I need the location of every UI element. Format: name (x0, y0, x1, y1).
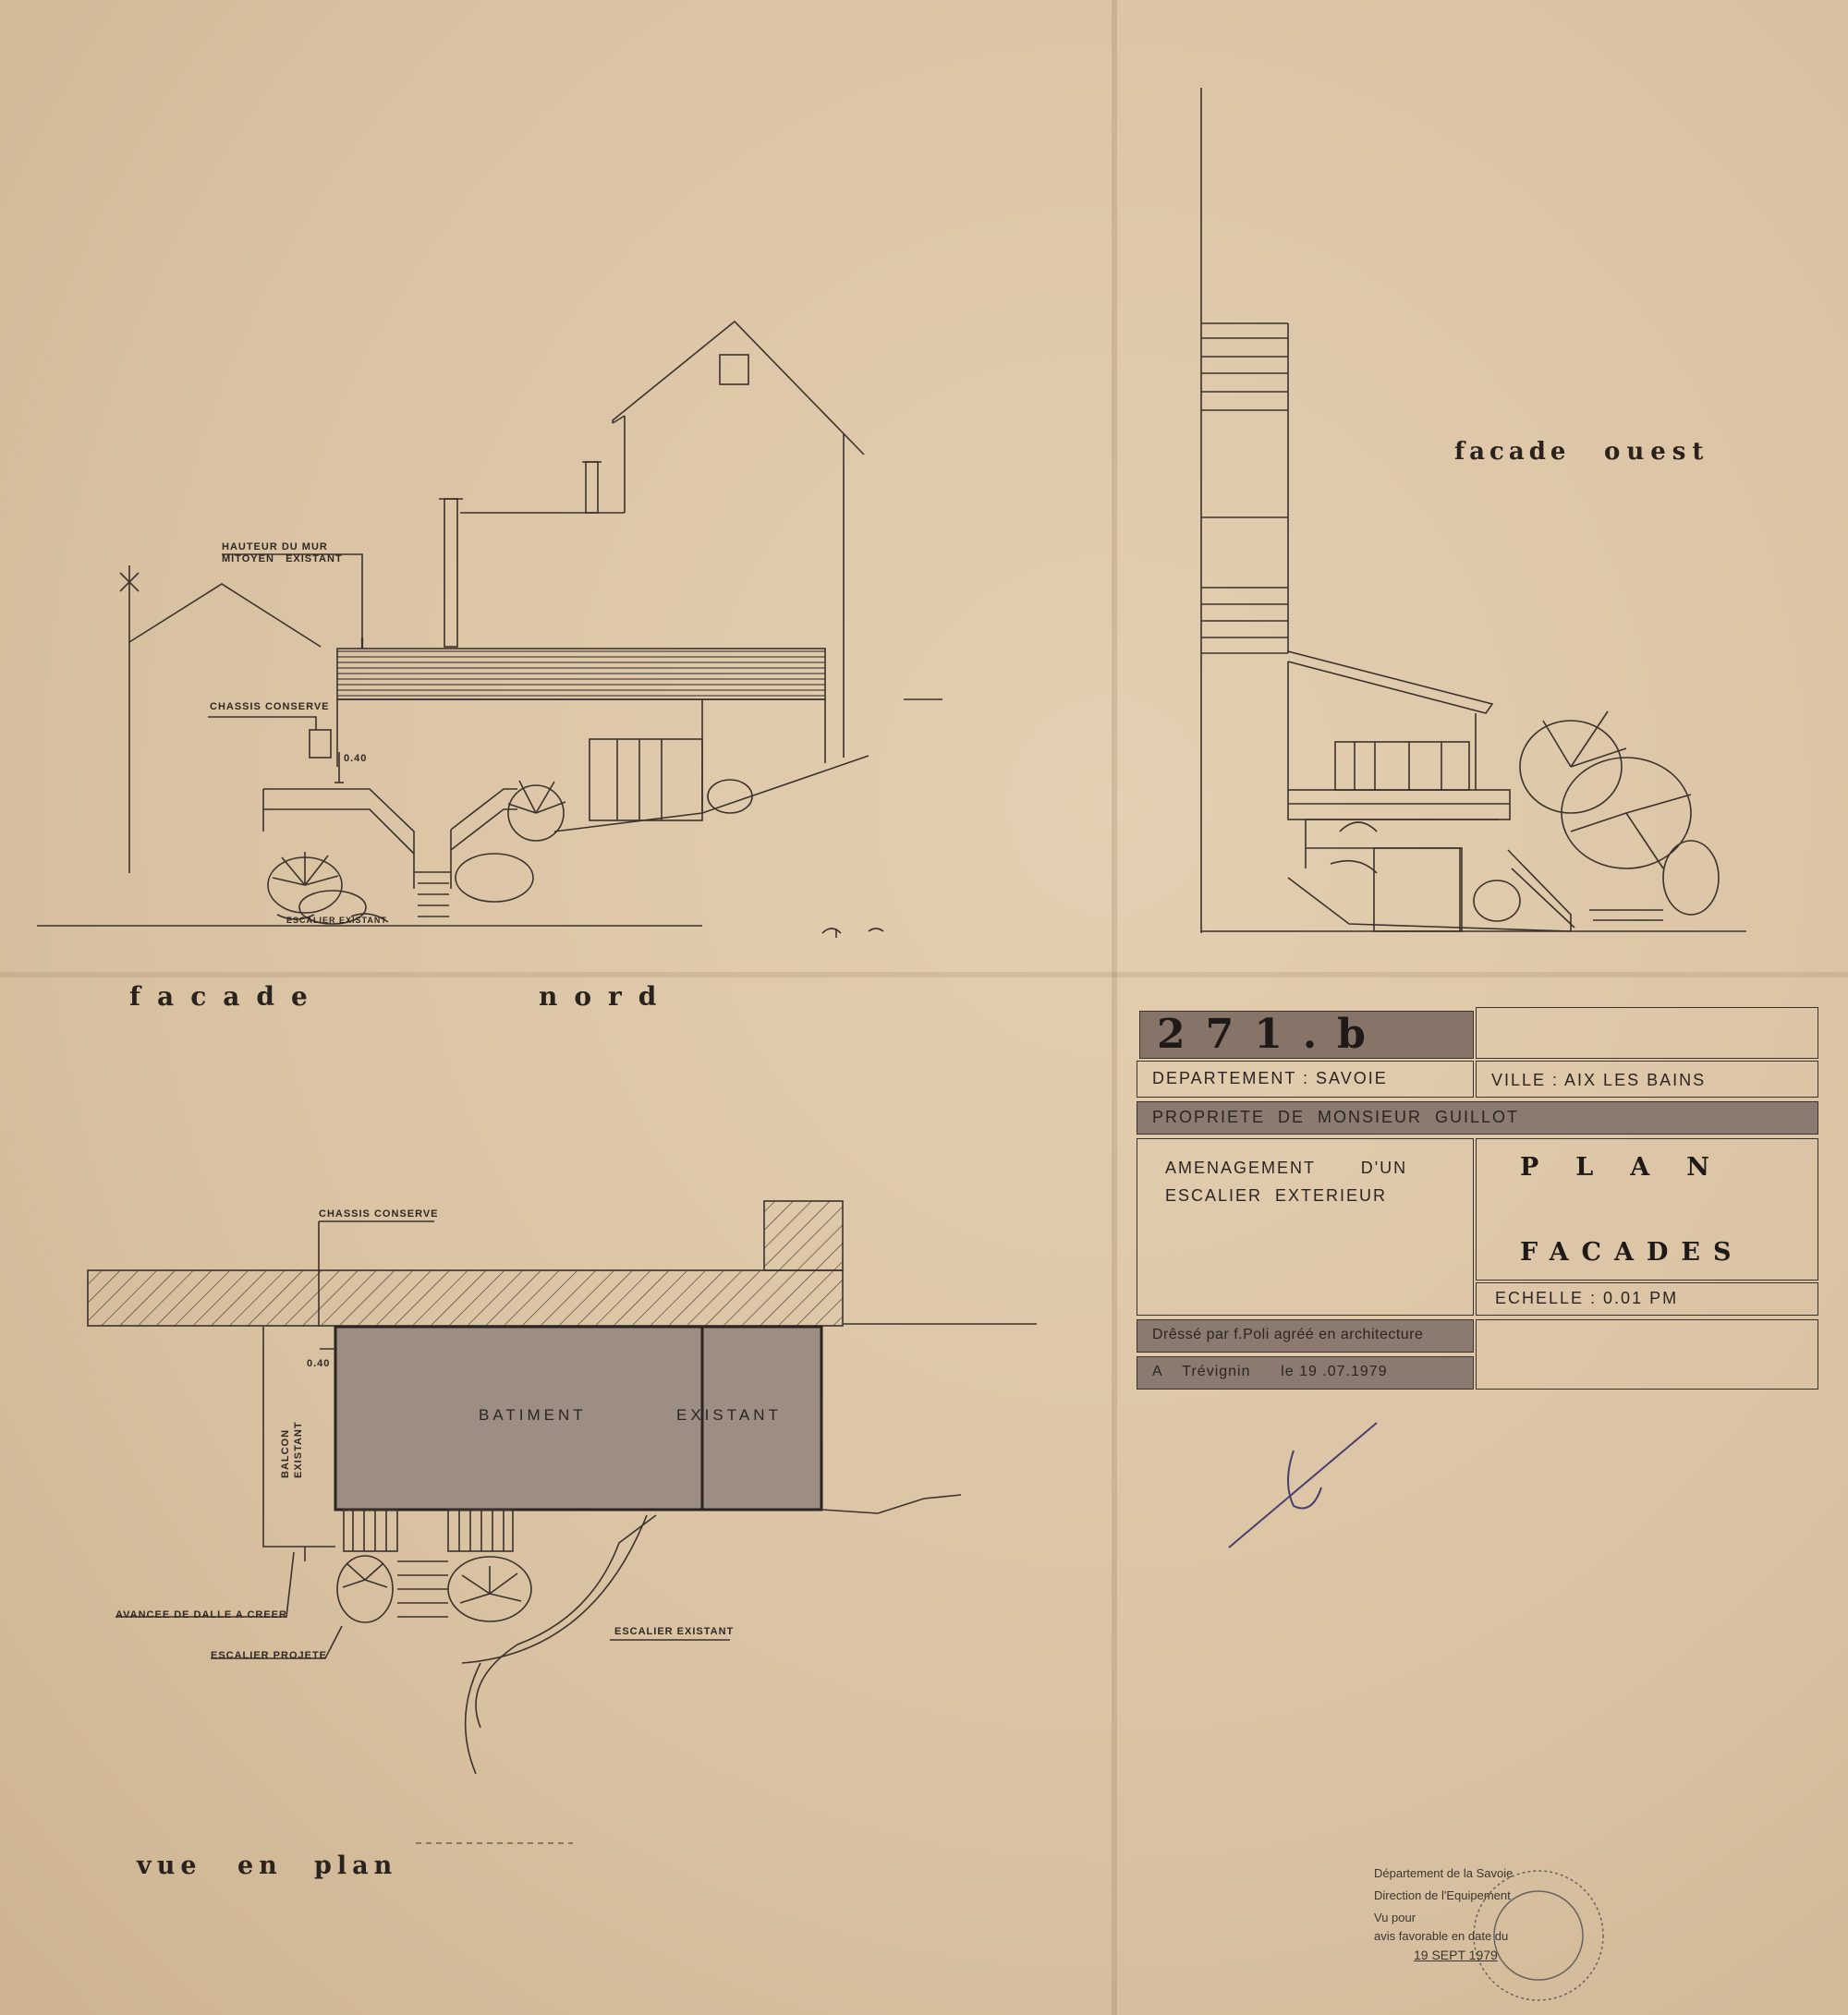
title-vue-en-plan-word3: plan (314, 1851, 398, 1880)
lieu-date-cell (1137, 1356, 1474, 1390)
propriete-cell (1137, 1101, 1818, 1135)
amenagement-text: AMENAGEMENT D'UN ESCALIER EXTERIEUR (1165, 1159, 1408, 1205)
ville-text: VILLE : AIX LES BAINS (1491, 1071, 1707, 1089)
title-facade-ouest-word1: facade (1454, 438, 1571, 466)
label-escalier-projete: ESCALIER PROJETE (211, 1650, 328, 1661)
signature-mark (1229, 1423, 1377, 1548)
number-side-cell (1476, 1007, 1818, 1059)
title-facade-ouest-word2: ouest (1604, 438, 1710, 466)
dresse-cell (1137, 1319, 1474, 1353)
echelle-cell (1476, 1282, 1818, 1316)
amenagement-cell (1137, 1138, 1474, 1316)
title-facade-nord-word2: nord (539, 981, 674, 1012)
title-vue-en-plan-word2: en (237, 1851, 283, 1880)
label-balcon-existant: BALCON EXISTANT (280, 1421, 304, 1478)
vue-en-plan-drawing (88, 1201, 1037, 1843)
stamp-line3: Vu pour (1374, 1911, 1419, 1924)
stamp-date: 19 SEPT 1979 (1414, 1948, 1498, 1962)
label-hauteur-mur: HAUTEUR DU MUR MITOYEN EXISTANT (222, 541, 343, 564)
facade-nord-drawing (37, 322, 942, 938)
ville-cell (1476, 1061, 1818, 1098)
echelle-text: ECHELLE : 0.01 PM (1495, 1289, 1679, 1307)
drawing-number: 271.b (1139, 1011, 1474, 1059)
title-vue-en-plan-word1: vue (137, 1851, 202, 1880)
facade-ouest-drawing (1201, 88, 1746, 933)
dresse-text: Drêssé par f.Poli agréé en architecture (1152, 1327, 1424, 1342)
plan-title: PLAN (1520, 1153, 1746, 1182)
label-chassis-conserve-plan: CHASSIS CONSERVE (319, 1208, 439, 1220)
stamp-line2: Direction de l'Equipement (1374, 1888, 1511, 1902)
label-escalier-existant-plan: ESCALIER EXISTANT (614, 1626, 735, 1637)
departement-cell (1137, 1061, 1474, 1098)
facades-title: FACADES (1520, 1238, 1745, 1267)
label-batiment: BATIMENT (479, 1406, 587, 1424)
label-escalier-existant-nord: ESCALIER EXISTANT (286, 916, 387, 925)
label-existant: EXISTANT (676, 1406, 782, 1424)
stamp-line1: Département de la Savoie (1374, 1866, 1514, 1880)
title-facade-nord-word1: facade (129, 981, 324, 1012)
lieu-date-text: A Trévignin le 19 .07.1979 (1152, 1364, 1388, 1379)
empty-right-cell (1476, 1319, 1818, 1390)
propriete-text: PROPRIETE DE MONSIEUR GUILLOT (1152, 1108, 1520, 1126)
departement-text: DEPARTEMENT : SAVOIE (1152, 1069, 1388, 1087)
dimension-040-plan: 0.40 (307, 1358, 331, 1369)
dimension-040-nord: 0.40 (344, 753, 368, 764)
label-avancee-dalle: AVANCEE DE DALLE A CREER (116, 1609, 287, 1620)
stamp-line4: avis favorable en date du (1374, 1929, 1509, 1943)
label-chassis-conserve-nord: CHASSIS CONSERVE (210, 701, 330, 712)
